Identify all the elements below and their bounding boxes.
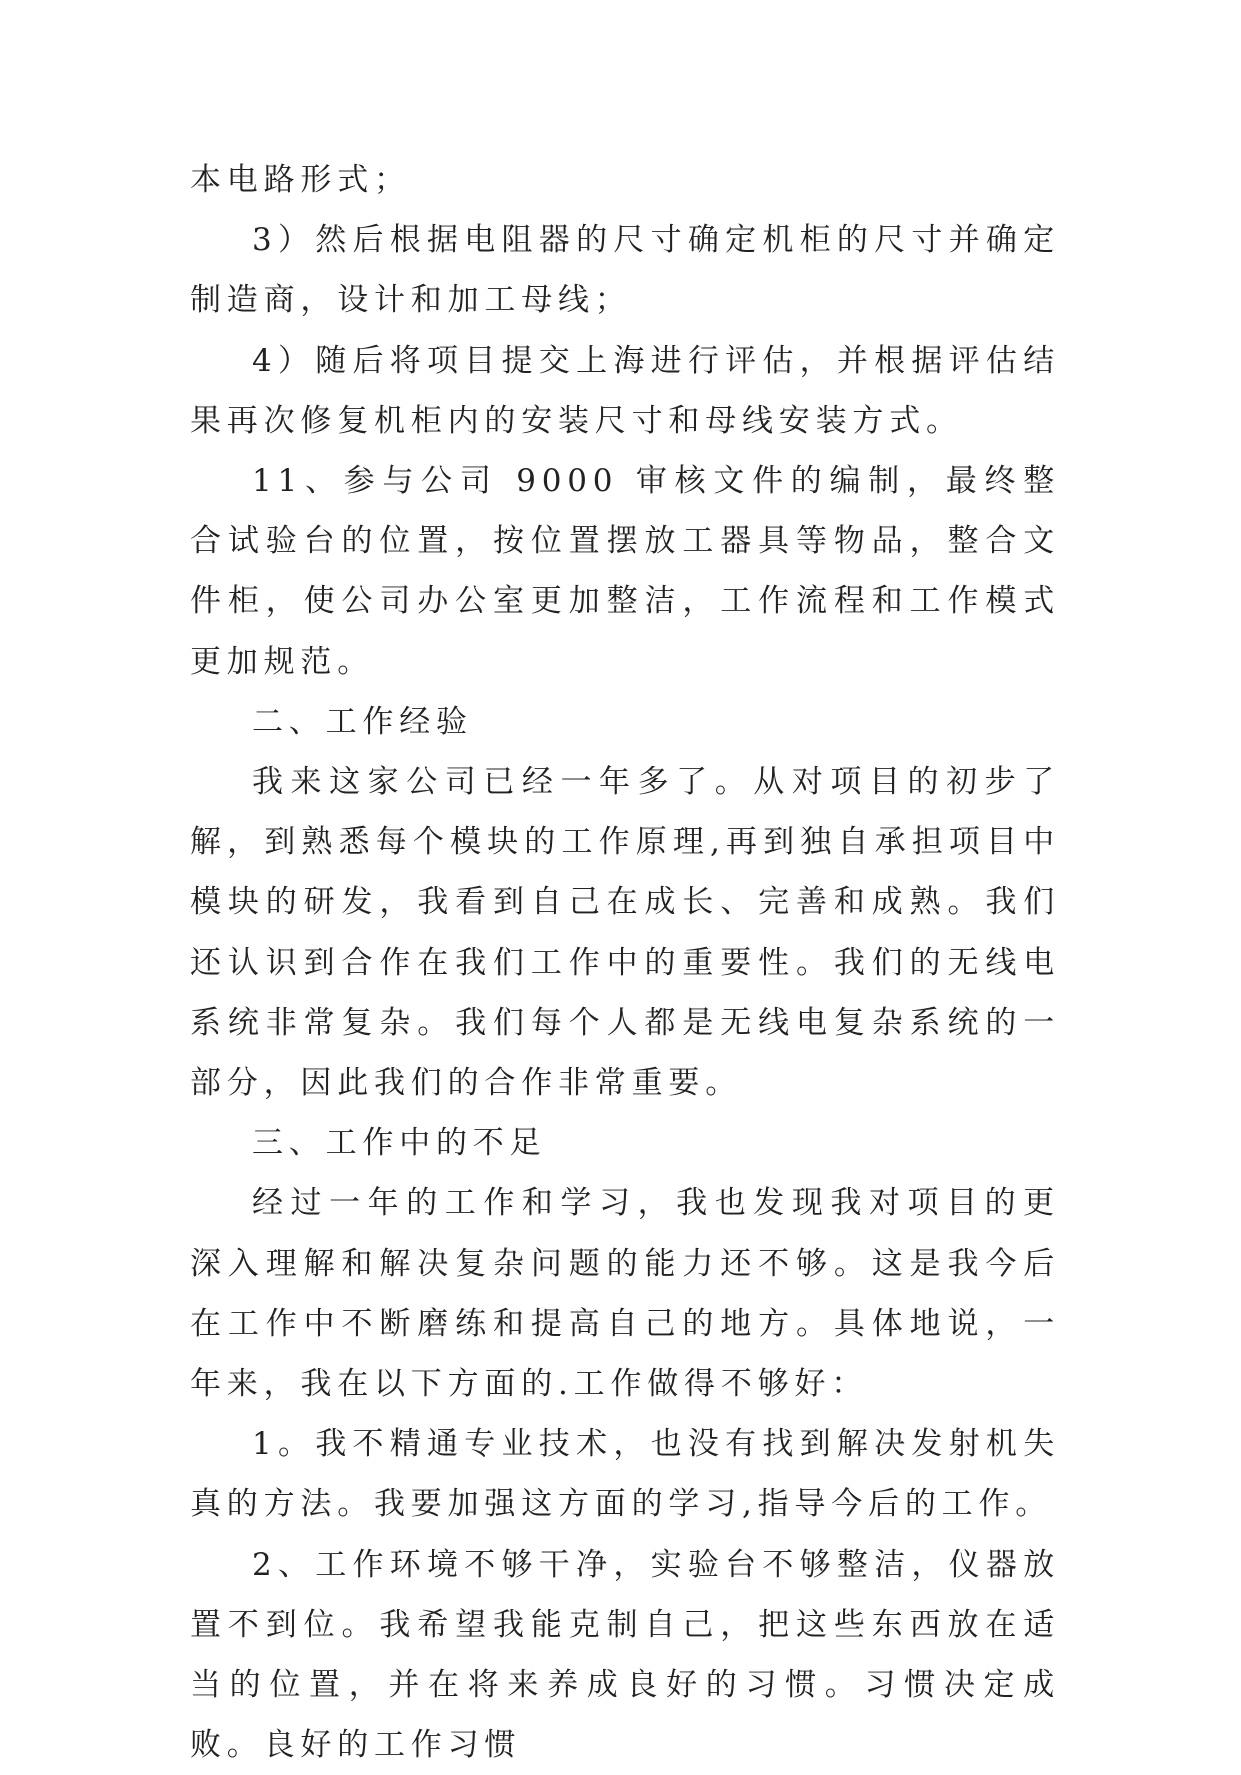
- section-heading-work-experience: 二、工作经验: [252, 703, 473, 740]
- document-body: [190, 150, 1060, 1775]
- paragraph-5: 我来这家公司已经一年多了。从对项目的初步了解，到熟悉每个模块的工作原理,再到独自承担项目中模块的研发，我看到自己在成长、完善和成熟。我们还认识到合作在我们工作中的重要性。我们的无线电系统非常复杂。我们每个人都是无线电复杂系统的一部分，因此我们的合作非常重要。: [190, 764, 1060, 1102]
- paragraph-6: 经过一年的工作和学习，我也发现我对项目的更深入理解和解决复杂问题的能力还不够。这是我今后在工作中不断磨练和提高自己的地方。具体地说，一年来，我在以下方面的.工作做得不够好：: [190, 1185, 1060, 1403]
- paragraph-1: 本电路形式；: [190, 162, 411, 198]
- section-heading-shortcomings: 三、工作中的不足: [252, 1125, 547, 1162]
- paragraph-7: 1。我不精通专业技术，也没有找到解决发射机失真的方法。我要加强这方面的学习,指导今后的工作。: [190, 1426, 1060, 1523]
- paragraph-2: 3）然后根据电阻器的尺寸确定机柜的尺寸并确定制造商，设计和加工母线；: [190, 222, 1060, 319]
- paragraph-4: 11、参与公司 9000 审核文件的编制，最终整合试验台的位置，按位置摆放工器具等物品，整合文件柜，使公司办公室更加整洁，工作流程和工作模式更加规范。: [190, 463, 1060, 680]
- paragraph-3: 4）随后将项目提交上海进行评估，并根据评估结果再次修复机柜内的安装尺寸和母线安装方式。: [190, 342, 1060, 439]
- paragraph-8: 2、工作环境不够干净，实验台不够整洁，仪器放置不到位。我希望我能克制自己，把这些东西放在适当的位置，并在将来养成良好的习惯。习惯决定成败。良好的工作习惯: [190, 1546, 1060, 1764]
